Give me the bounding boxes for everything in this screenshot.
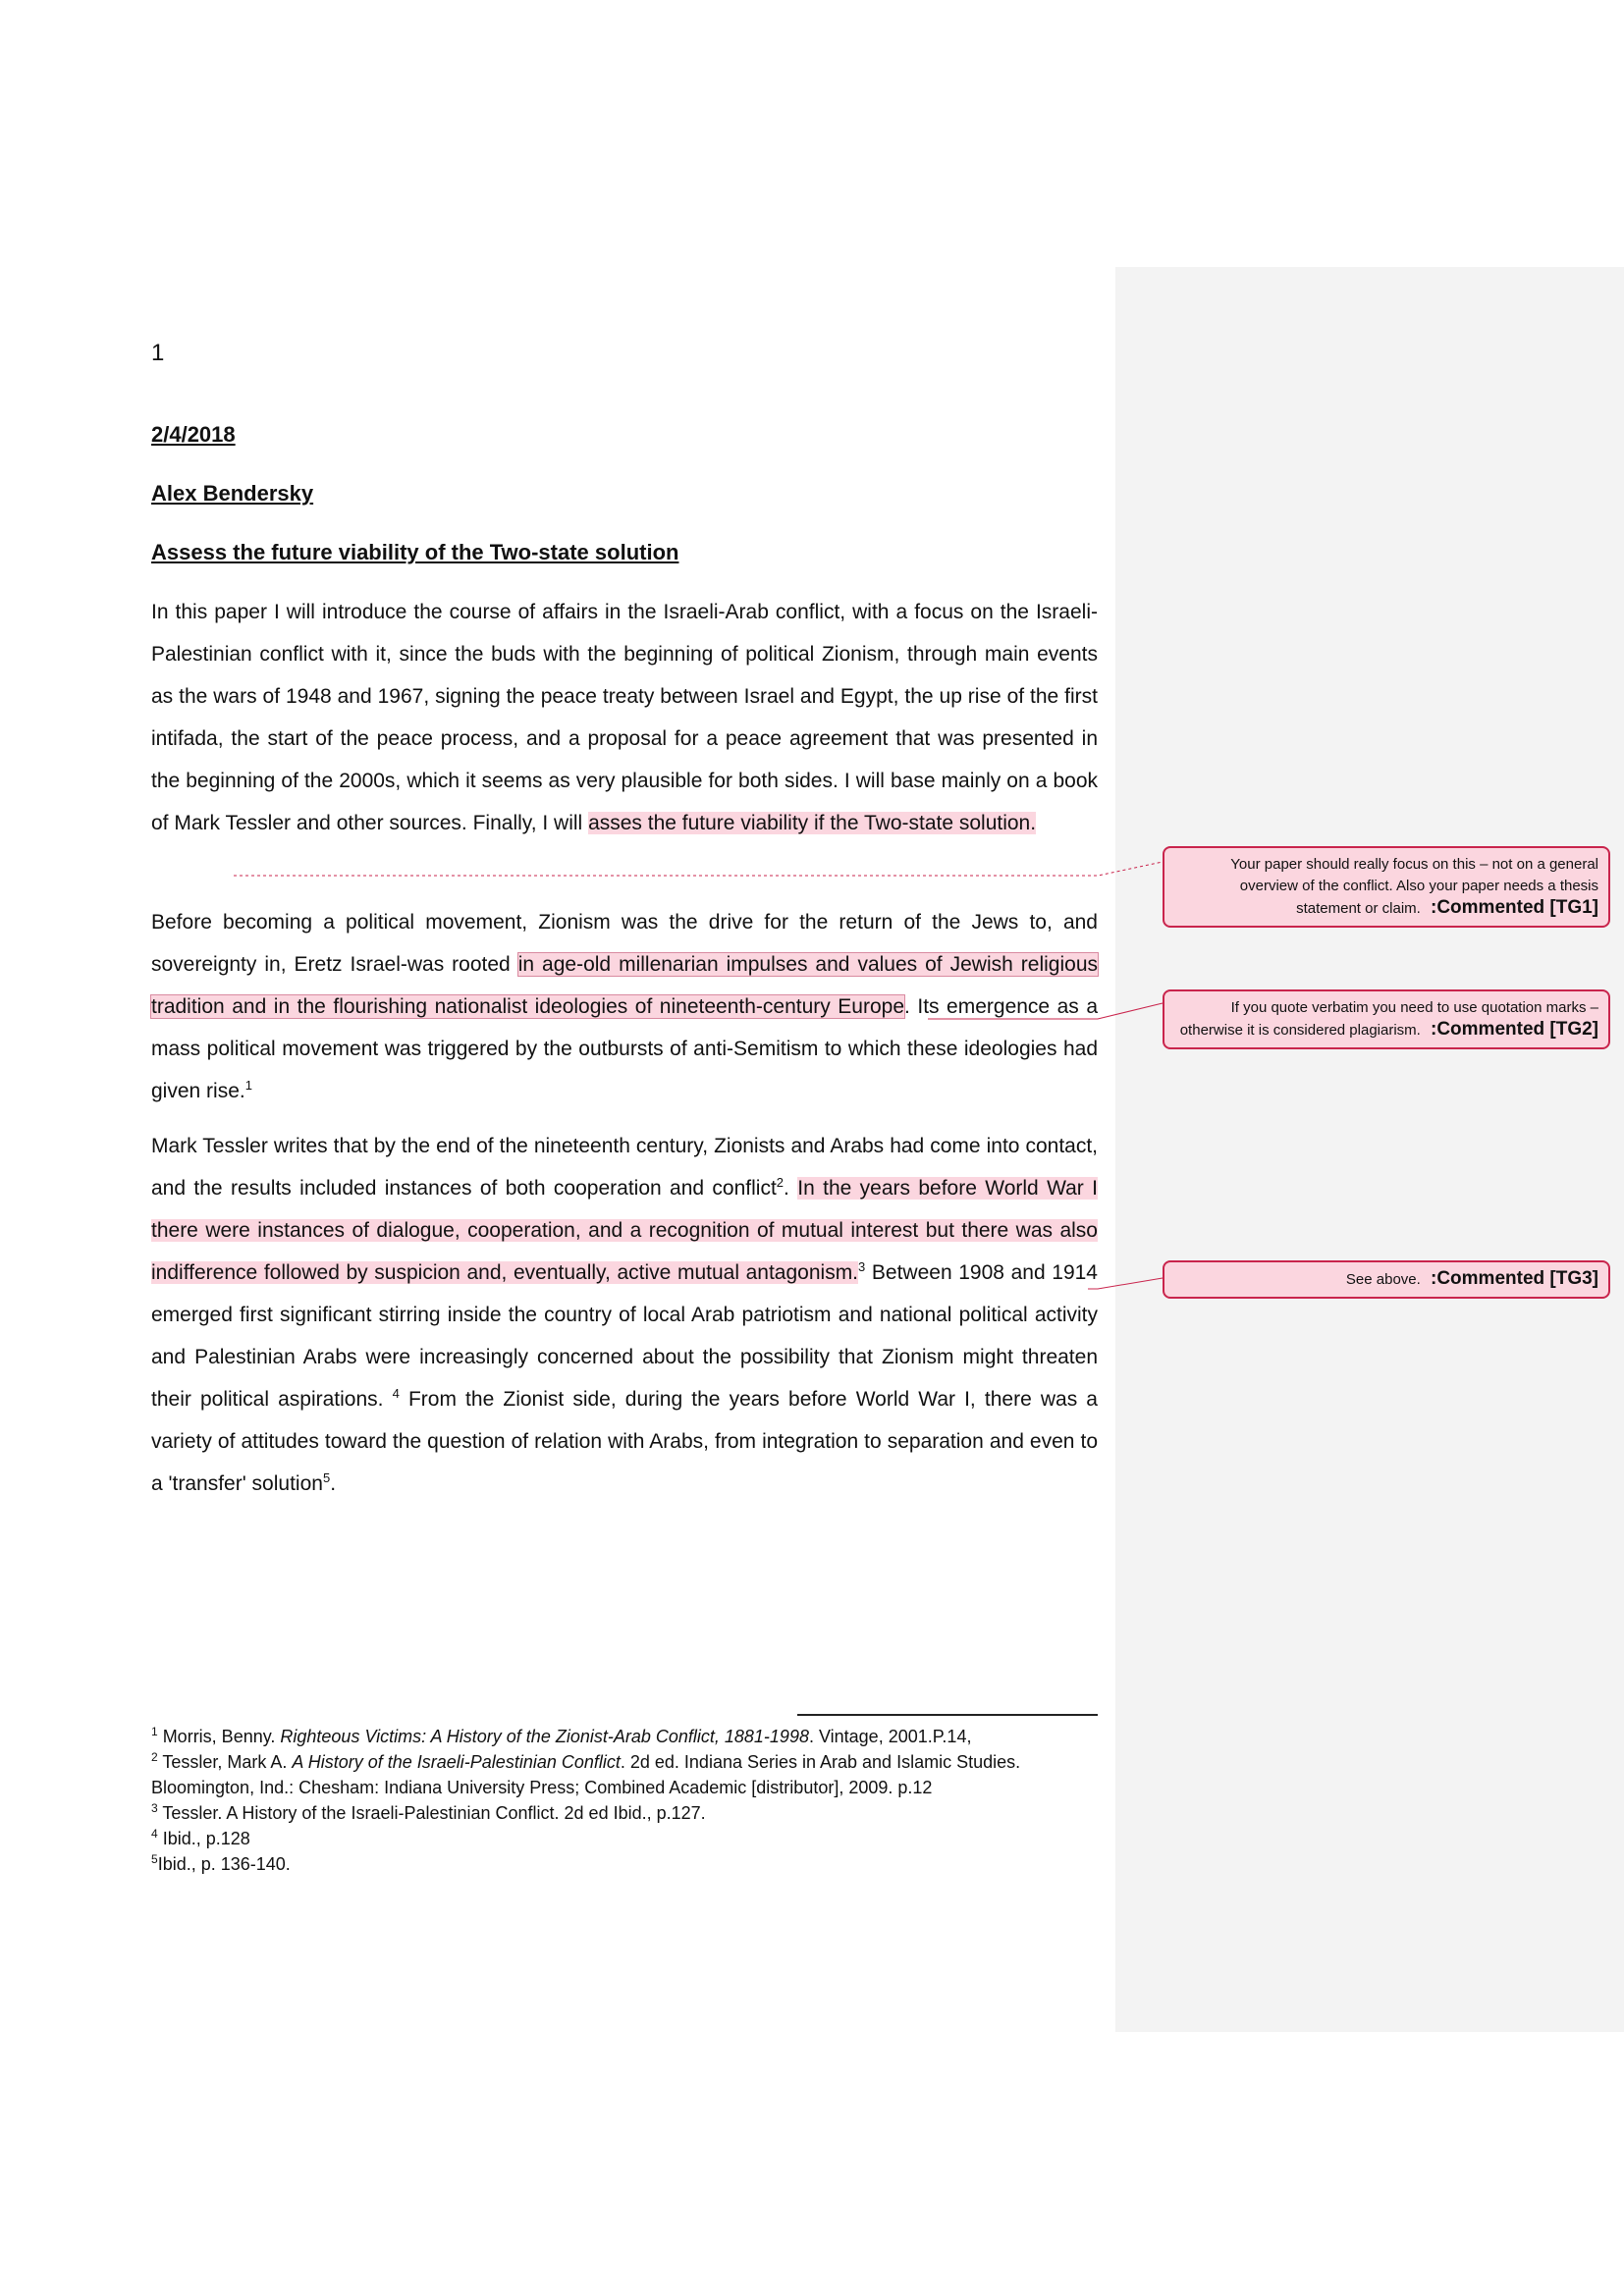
connector-tg1 (234, 862, 1163, 876)
paragraph-1: In this paper I will introduce the course of affairs in the Israeli-Arab conflict, with a focus on the Israeli-Palestinian conflict with it, since the buds with the beginning of political Zionism, through main events as the wars of 1948 and 1967, signing the peace treaty between Israel and Egypt, the up rise of the first intifada, the start of the peace process, and a proposal for a peace agreement that was presented in the beginning of the 2000s, which it seems as very plausible for both sides. I will base mainly on a book of Mark Tessler and other sources. Finally, I will asses the future viability if the Two-state solution. (151, 601, 1098, 834)
comment-balloon-tg3[interactable] (1163, 1260, 1610, 1299)
footnote-1: $^1$ Morris, Benny. Righteous Victims: A History of the Zionist-Arab Conflict, 1881-1998. Vintage, 2001.P.14, (151, 1725, 972, 1746)
paragraph-2: Before becoming a political movement, Zionism was the drive for the return of the Jews to, and sovereignty in, Eretz Israel-was rooted in age-old millenarian impulses and values of Jewish religious tradition and in the flourishing nationalist ideologies of nineteenth-century Europe. Its emergence as a mass political movement was triggered by the outbursts of anti-Semitism to which these ideologies had given rise.$^1$ (151, 911, 1099, 1102)
commented-text-tg1[interactable]: asses the future viability if the Two-state solution. (588, 812, 1037, 834)
page-number: 1 (151, 340, 165, 366)
author-name: Alex Bendersky (151, 481, 314, 506)
commented-text-tg2[interactable]: in age-old millenarian impulses and values of Jewish religious tradition and in the flourishing nationalist ideologies of nineteenth-century Europe (151, 953, 1098, 1018)
comment-balloon-tg2[interactable] (1163, 989, 1610, 1049)
comment-text: Your paper should really focus on this – not on a general overview of the conflict. Also your paper needs a thesis statement or claim. (1230, 856, 1598, 917)
footnote-2-continued: Bloomington, Ind.: Chesham: Indiana University Press; Combined Academic [distributor], 2009. p.12 (151, 1778, 933, 1797)
footnote-ref-2[interactable]: 2 (776, 1175, 785, 1190)
comment-text: See above. (1345, 1271, 1421, 1288)
commented-text-tg3[interactable]: In the years before World War I there were instances of dialogue, cooperation, and a recognition of mutual interest but there was also indifference followed by suspicion and, eventually, active mutual antagonism. (151, 1177, 1098, 1284)
comment-text: If you quote verbatim you need to use quotation marks – otherwise it is considered plagiarism. (1179, 999, 1598, 1039)
footnote-5: $^5$Ibid., p. 136-140. (151, 1852, 291, 1874)
footnote-ref-4[interactable]: 4 (392, 1386, 400, 1401)
comment-tag: :Commented [TG2] (1431, 1019, 1598, 1040)
footnote-separator (797, 1714, 1098, 1716)
comment-tag: :Commented [TG3] (1431, 1268, 1598, 1289)
footnote-4: $^4$ Ibid., p.128 (151, 1827, 250, 1848)
comment-sidebar (1115, 267, 1624, 2032)
footnote-ref-1[interactable]: 1 (244, 1078, 252, 1093)
comment-balloon-tg1[interactable] (1163, 846, 1610, 928)
footnote-ref-3[interactable]: 3 (858, 1259, 866, 1274)
footnote-2: $^2$ Tessler, Mark A. A History of the Israeli-Palestinian Conflict. 2d ed. Indiana Series in Arab and Islamic Studies. (151, 1750, 1021, 1772)
document-title: Assess the future viability of the Two-state solution (151, 540, 679, 564)
paragraph-3: Mark Tessler writes that by the end of the nineteenth century, Zionists and Arabs had come into contact, and the results included instances of both cooperation and conflict$^2$. In the years before World War I there were instances of dialogue, cooperation, and a recognition of mutual interest but there was also indifference followed by suspicion and, eventually, active mutual antagonism.$^3$ Between 1908 and 1914 emerged first significant stirring inside the country of local Arab patriotism and national political activity and Palestinian Arabs were increasingly concerned about the possibility that Zionism might threaten their political aspirations. $^4$ From the Zionist side, during the years before World War I, there was a variety of attitudes toward the question of relation with Arabs, from integration to separation and even to a 'transfer' solution$^5$. (151, 1135, 1098, 1495)
footnote-ref-5[interactable]: 5 (322, 1470, 331, 1485)
footnote-3: $^3$ Tessler. A History of the Israeli-Palestinian Conflict. 2d ed Ibid., p.127. (151, 1801, 706, 1823)
document-date: 2/4/2018 (151, 422, 236, 447)
comment-tag: :Commented [TG1] (1431, 897, 1598, 918)
